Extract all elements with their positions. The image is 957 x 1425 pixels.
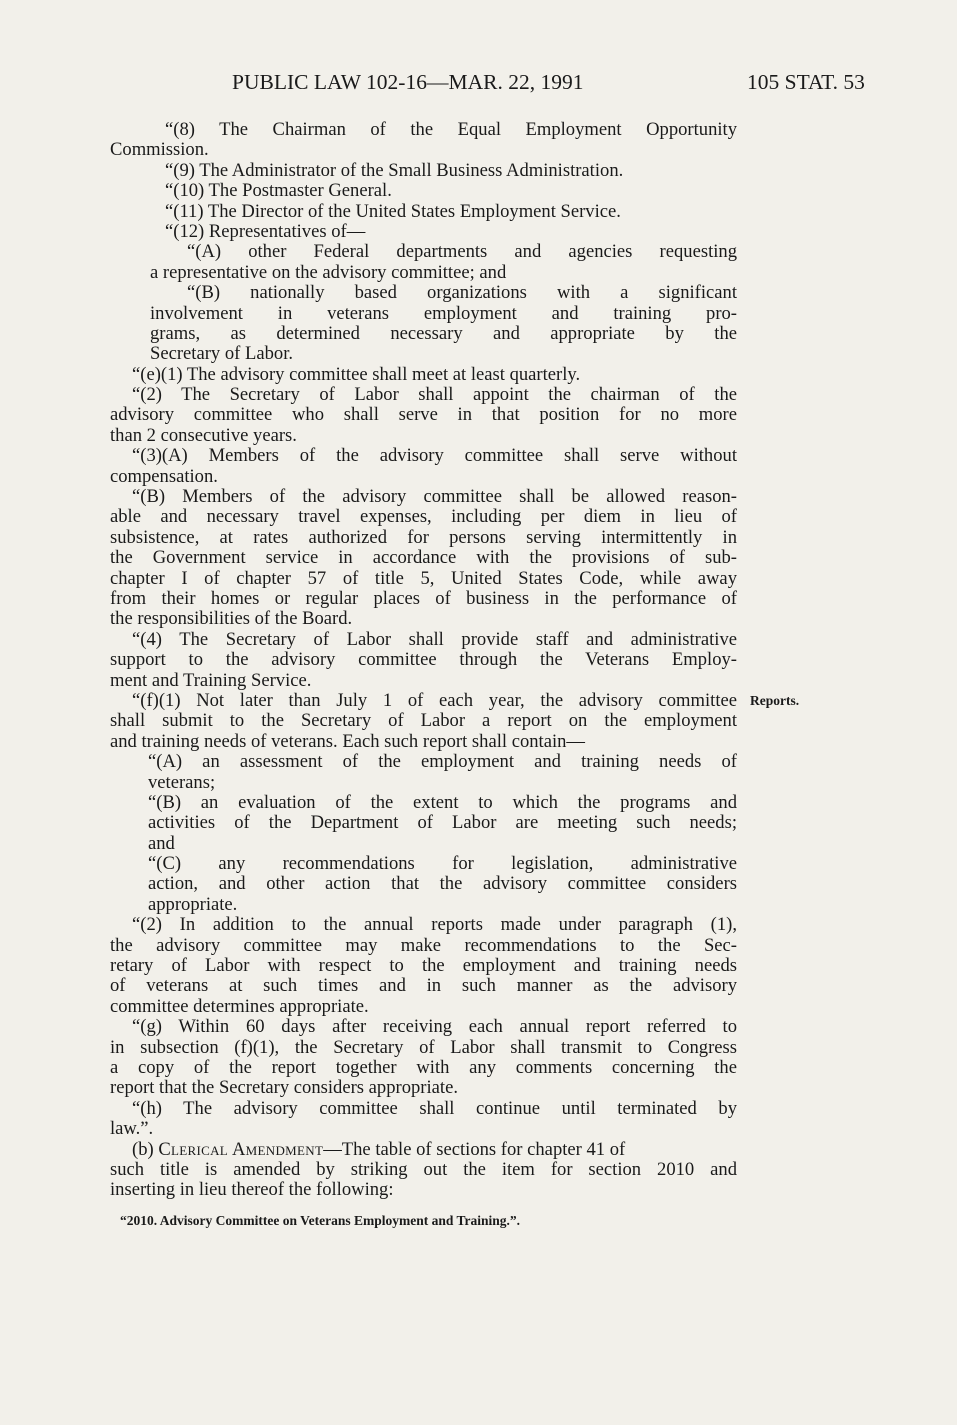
text-line: “(g) Within 60 days after receiving each annual report referred to xyxy=(132,1016,737,1038)
text-line: and training needs of veterans. Each such report shall contain— xyxy=(110,730,586,752)
text-line: grams, as determined necessary and appropriate by the xyxy=(150,322,737,344)
text-line: and xyxy=(148,832,175,854)
text-line: “(f)(1) Not later than July 1 of each year, the advisory committee xyxy=(132,689,737,711)
text-line: “(11) The Director of the United States Employment Service. xyxy=(165,200,621,222)
text-line: able and necessary travel expenses, including per diem in lieu of xyxy=(110,506,737,528)
paragraph-e3B xyxy=(110,487,737,630)
text-line: chapter I of chapter 57 of title 5, United States Code, while away xyxy=(110,567,737,589)
text-line: “(10) The Postmaster General. xyxy=(165,180,392,202)
paragraph-clerical-amendment xyxy=(110,1140,737,1201)
text-line: “(B) an evaluation of the extent to which the programs and xyxy=(148,791,737,813)
paragraph-p12 xyxy=(110,222,737,242)
text-line: of veterans at such times and in such manner as the advisory xyxy=(110,975,737,997)
text-line: “(9) The Administrator of the Small Business Administration. xyxy=(165,159,624,181)
paragraph-e2 xyxy=(110,385,737,446)
running-title: PUBLIC LAW 102-16—MAR. 22, 1991 xyxy=(232,70,584,94)
text-line: “(2) In addition to the annual reports made under paragraph (1), xyxy=(132,914,737,936)
paragraph-e4 xyxy=(110,630,737,691)
text-line: retary of Labor with respect to the employment and training needs xyxy=(110,955,737,977)
paragraph-g xyxy=(110,1017,737,1099)
text-line: “(A) an assessment of the employment and training needs of xyxy=(148,751,737,773)
text-line: veterans; xyxy=(148,771,216,793)
text-line: a representative on the advisory committee; and xyxy=(150,261,507,283)
paragraph-f1A xyxy=(148,752,737,793)
text-line: compensation. xyxy=(110,465,218,487)
text-line: “(B) nationally based organizations with a significant xyxy=(187,282,737,304)
text-line: Commission. xyxy=(110,139,209,161)
document-body xyxy=(0,120,957,1201)
text-line: “(h) The advisory committee shall continue until terminated by xyxy=(132,1097,737,1119)
text-line: subsistence, at rates authorized for persons serving intermittently in xyxy=(110,526,737,548)
page-header xyxy=(0,70,957,100)
text-line: such title is amended by striking out the item for section 2010 and xyxy=(110,1158,737,1180)
marginal-note: Reports. xyxy=(750,693,800,708)
clerical-text: —The table of sections for chapter 41 of xyxy=(323,1138,626,1160)
text-line: than 2 consecutive years. xyxy=(110,424,297,446)
clerical-prefix: (b) xyxy=(132,1138,159,1160)
text-line: advisory committee who shall serve in that position for no more xyxy=(110,404,737,426)
text-line: law.”. xyxy=(110,1118,154,1140)
text-line: from their homes or regular places of business in the performance of xyxy=(110,587,737,609)
page-number: 105 STAT. 53 xyxy=(747,70,865,94)
paragraph-p12A xyxy=(150,241,737,283)
text-line: shall submit to the Secretary of Labor a report on the employment xyxy=(110,710,737,732)
paragraph-p12B xyxy=(150,282,737,365)
paragraph-f1 xyxy=(110,691,737,752)
text-line: support to the advisory committee through the Veterans Employ- xyxy=(110,649,737,671)
paragraph-f1C xyxy=(148,854,737,915)
paragraph-p11 xyxy=(110,202,737,222)
text-line: report that the Secretary considers appropriate. xyxy=(110,1077,458,1099)
text-line: “(3)(A) Members of the advisory committee shall serve without xyxy=(132,445,737,467)
text-line: involvement in veterans employment and training pro- xyxy=(150,302,737,324)
text-line: “(12) Representatives of— xyxy=(165,220,366,242)
text-line: “(B) Members of the advisory committee shall be allowed reason- xyxy=(132,486,737,508)
paragraph-p10 xyxy=(110,181,737,201)
toc-item: “2010. Advisory Committee on Veterans Employment and Training.”. xyxy=(120,1213,521,1228)
text-line: activities of the Department of Labor are meeting such needs; xyxy=(148,812,737,834)
text-line: appropriate. xyxy=(148,893,238,915)
text-line: committee determines appropriate. xyxy=(110,995,369,1017)
text-line: “(8) The Chairman of the Equal Employment Opportunity xyxy=(165,119,737,140)
text-line: “(e)(1) The advisory committee shall meet at least quarterly. xyxy=(132,363,581,385)
text-line: “(A) other Federal departments and agencies requesting xyxy=(187,241,737,263)
text-line: the advisory committee may make recommendations to the Sec- xyxy=(110,934,737,956)
paragraph-e1 xyxy=(110,365,737,385)
text-line: ment and Training Service. xyxy=(110,669,312,691)
text-line: “(C) any recommendations for legislation, administrative xyxy=(148,853,737,875)
clerical-heading: Clerical Amendment xyxy=(158,1138,324,1160)
text-line: in subsection (f)(1), the Secretary of Labor shall transmit to Congress xyxy=(110,1036,737,1058)
text-line: the Government service in accordance with the provisions of sub- xyxy=(110,547,737,569)
text-line: “(4) The Secretary of Labor shall provide staff and administrative xyxy=(132,628,737,650)
paragraph-e3A xyxy=(110,446,737,487)
text-line xyxy=(110,1140,737,1160)
paragraph-f2 xyxy=(110,915,737,1017)
text-line: “(2) The Secretary of Labor shall appoint the chairman of the xyxy=(132,384,737,406)
paragraph-f1B xyxy=(148,793,737,854)
text-line: a copy of the report together with any comments concerning the xyxy=(110,1056,737,1078)
paragraph-h xyxy=(110,1099,737,1140)
text-line: action, and other action that the advisory committee considers xyxy=(148,873,737,895)
paragraph-p9 xyxy=(110,161,737,181)
paragraph-p8 xyxy=(110,120,737,161)
text-line: Secretary of Labor. xyxy=(150,343,294,365)
text-line: inserting in lieu thereof the following: xyxy=(110,1179,394,1201)
text-line: the responsibilities of the Board. xyxy=(110,608,353,630)
